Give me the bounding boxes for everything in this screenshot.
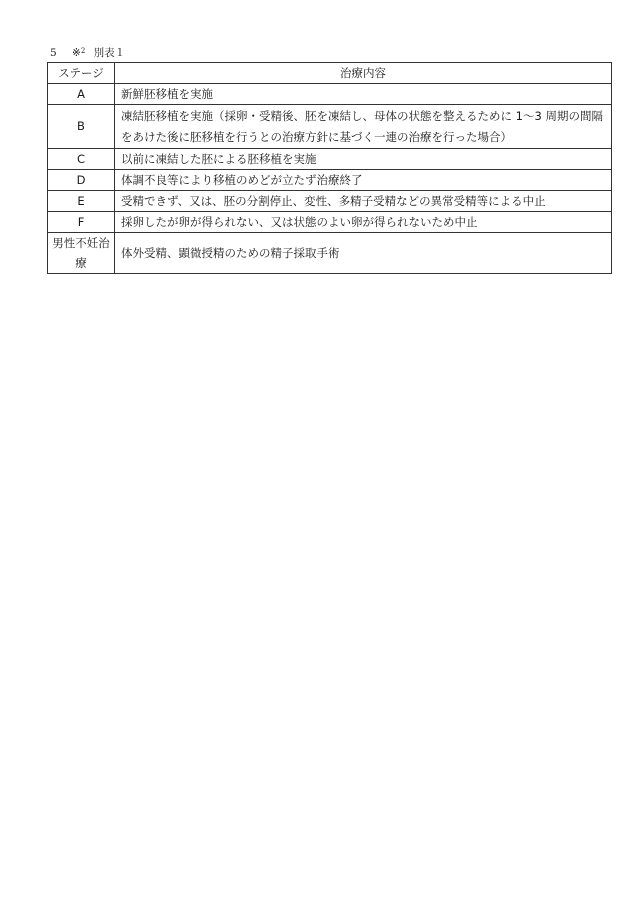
reference-mark-superscript: 2 bbox=[80, 47, 86, 55]
stage-cell: 男性不妊治療 bbox=[48, 233, 115, 274]
table-row bbox=[48, 191, 612, 212]
table-row bbox=[48, 149, 612, 170]
content-cell: 以前に凍結した胚による胚移植を実施 bbox=[115, 149, 612, 170]
table-row bbox=[48, 105, 612, 149]
content-cell: 新鮮胚移植を実施 bbox=[115, 84, 612, 105]
stage-cell: A bbox=[48, 84, 115, 105]
content-cell: 受精できず、又は、胚の分割停止、変性、多精子受精などの異常受精等による中止 bbox=[115, 191, 612, 212]
table-row bbox=[48, 84, 612, 105]
content-cell: 体調不良等により移植のめどが立たず治療終了 bbox=[115, 170, 612, 191]
header-stage: ステージ bbox=[48, 63, 115, 84]
stage-cell: E bbox=[48, 191, 115, 212]
content-cell: 凍結胚移植を実施（採卵・受精後、胚を凍結し、母体の状態を整えるために 1～3 周期の間隔をあけた後に胚移植を行うとの治療方針に基づく一連の治療を行った場合） bbox=[115, 105, 612, 149]
reference-mark: ※$^2$ bbox=[72, 47, 86, 59]
table-row bbox=[48, 170, 612, 191]
stage-cell: D bbox=[48, 170, 115, 191]
stage-cell: B bbox=[48, 105, 115, 149]
stage-cell: C bbox=[48, 149, 115, 170]
content-cell: 採卵したが卵が得られない、又は状態のよい卵が得られないため中止 bbox=[115, 212, 612, 233]
table-row bbox=[48, 212, 612, 233]
section-number: 5 bbox=[50, 47, 57, 59]
table-header-row bbox=[48, 63, 612, 84]
content-cell: 体外受精、顕微授精のための精子採取手術 bbox=[115, 233, 612, 274]
header-content: 治療内容 bbox=[115, 63, 612, 84]
stage-cell: F bbox=[48, 212, 115, 233]
stage-table bbox=[47, 62, 612, 274]
table-row bbox=[48, 233, 612, 274]
section-label: 別表１ bbox=[93, 47, 126, 59]
section-heading bbox=[50, 46, 125, 60]
